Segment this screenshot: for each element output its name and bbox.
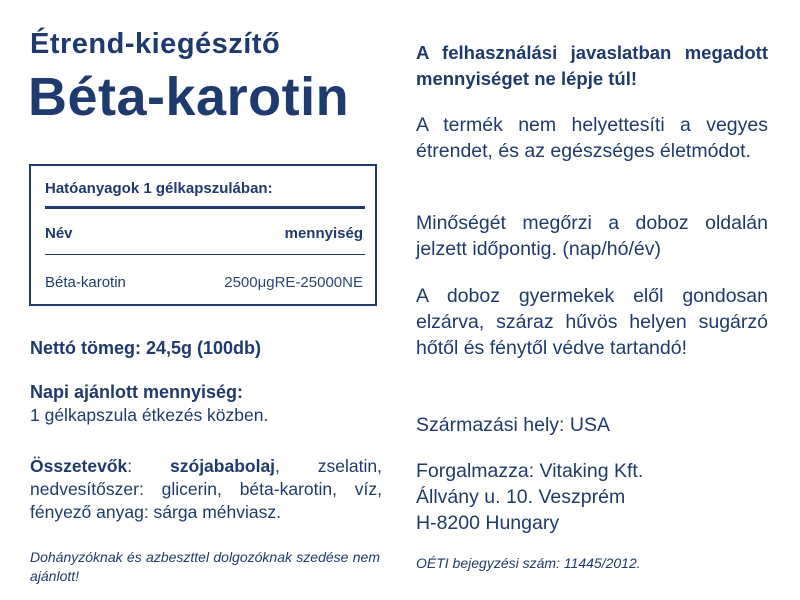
- ingredients-heading: Hatóanyagok 1 gélkapszulában:: [45, 180, 273, 197]
- daily-dose-value: 1 gélkapszula étkezés közben.: [30, 405, 269, 425]
- dosage-warning: A felhasználási javaslatban megadott mennyiséget ne lépje túl!: [416, 42, 768, 89]
- composition-label: Összetevők: [30, 456, 128, 476]
- daily-dose: [30, 381, 382, 427]
- registration-number: OÉTI bejegyzési szám: 11445/2012.: [416, 555, 641, 571]
- column-header-name: Név: [45, 225, 73, 242]
- ingredient-amount: 2500μgRE-25000NE: [224, 274, 363, 291]
- diet-notice: A termék nem helyettesíti a vegyes étrendet, és az egészséges életmódot.: [416, 114, 768, 162]
- table-divider-thick: [45, 206, 365, 209]
- table-divider-thin: [45, 254, 365, 255]
- column-header-amount: mennyiség: [284, 225, 363, 242]
- composition-allergen: szójababolaj: [170, 456, 276, 476]
- best-before-notice: Minőségét megőrzi a doboz oldalán jelzett időpontig. (nap/hó/év): [416, 212, 768, 260]
- storage-notice: A doboz gyermekek elől gondosan elzárva, száraz hűvös helyen sugárzó hőtől és fénytől védve tartandó!: [416, 285, 768, 359]
- composition-colon: :: [127, 456, 171, 476]
- ingredients-table: [29, 164, 377, 306]
- distributor-line-3: H-8200 Hungary: [416, 512, 560, 534]
- net-weight: Nettó tömeg: 24,5g (100db): [30, 338, 262, 358]
- composition-rest: , zselatin, nedvesítőszer: glicerin, béta-karotin, víz, fényező anyag: sárga méhviasz.: [30, 456, 382, 522]
- ingredient-name: Béta-karotin: [45, 274, 126, 291]
- distributor-line-1: Forgalmazza: Vitaking Kft.: [416, 460, 644, 482]
- composition: [30, 455, 382, 524]
- daily-dose-label: Napi ajánlott mennyiség:: [30, 382, 244, 402]
- distributor-line-2: Állvány u. 10. Veszprém: [416, 486, 626, 508]
- smoker-warning: Dohányzóknak és azbeszttel dolgozóknak szedése nem ajánlott!: [30, 549, 380, 584]
- distributor: [416, 458, 768, 536]
- origin: Származási hely: USA: [416, 414, 610, 436]
- product-title: Béta-karotin: [28, 67, 350, 127]
- product-category: Étrend-kiegészítő: [30, 28, 281, 60]
